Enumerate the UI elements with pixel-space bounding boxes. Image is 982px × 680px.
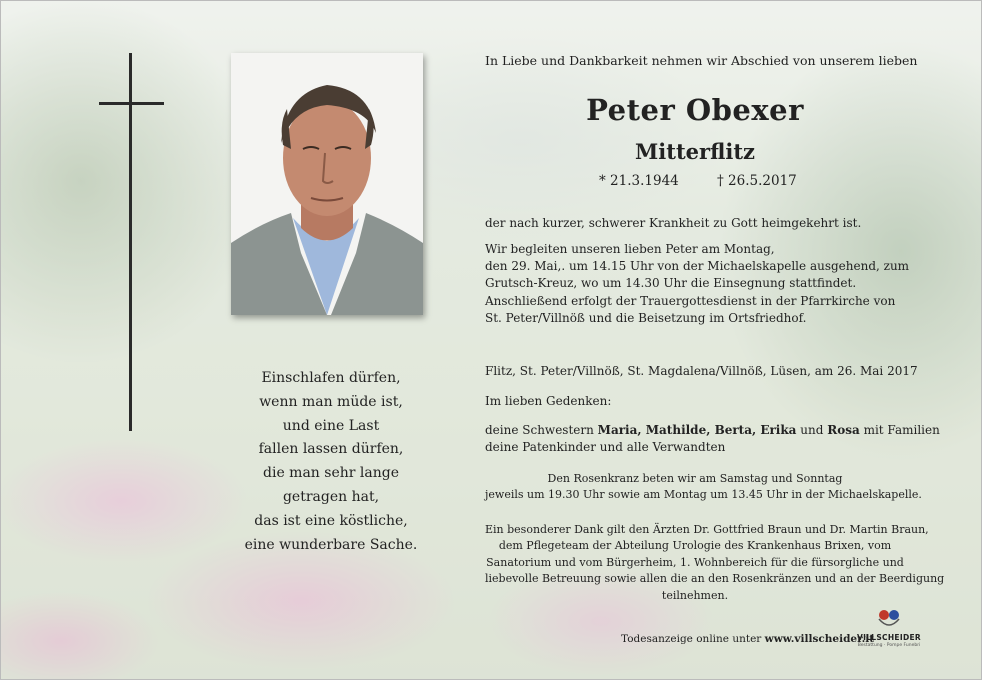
- poem-line: fallen lassen dürfen,: [258, 441, 404, 458]
- funeral-line: Grutsch-Kreuz, wo um 14.30 Uhr die Einsegnung stattfindet.: [485, 276, 857, 291]
- sister-name-rosa: Rosa: [827, 423, 860, 437]
- family-suffix: mit Familien: [859, 423, 940, 437]
- poem-line: getragen hat,: [282, 488, 380, 505]
- poem: [231, 367, 431, 557]
- thanks-line: liebevolle Betreuung sowie allen die an den Rosenkränzen und an der Beerdigung: [485, 572, 945, 586]
- online-notice: [621, 633, 874, 645]
- deceased-nickname: Mitterflitz: [635, 139, 755, 164]
- intro-text: In Liebe und Dankbarkeit nehmen wir Abschied von unserem lieben: [485, 53, 918, 68]
- thanks-line: teilnehmen.: [661, 588, 729, 602]
- poem-line: und eine Last: [282, 417, 380, 434]
- memory-heading-text: Im lieben Gedenken:: [485, 394, 612, 408]
- online-prefix: Todesanzeige online unter: [621, 633, 765, 645]
- poem-line: die man sehr lange: [263, 465, 399, 482]
- online-link[interactable]: www.villscheider.it: [764, 633, 875, 645]
- portrait-photo: [231, 53, 423, 315]
- thanks-block: [485, 522, 945, 604]
- funeral-line: St. Peter/Villnöß und die Beisetzung im Ortsfriedhof.: [485, 310, 807, 325]
- rosary-info: [485, 471, 922, 504]
- logo-name: VILLSCHEIDER: [857, 633, 921, 642]
- thanks-line: Sanatorium und vom Bürgerheim, 1. Wohnbereich für die fürsorgliche und: [486, 555, 904, 569]
- memory-heading: [485, 393, 915, 410]
- funeral-home-logo: [857, 607, 921, 667]
- place-date: [485, 363, 918, 380]
- rosary-line: jeweils um 19.30 Uhr sowie am Montag um 13.45 Uhr in der Michaelskapelle.: [485, 488, 922, 502]
- portrait-image: [231, 53, 423, 315]
- family-list: [485, 422, 940, 456]
- rosary-line: Den Rosenkranz beten wir am Samstag und Sonntag: [547, 472, 843, 485]
- death-note-text: der nach kurzer, schwerer Krankheit zu Gott heimgekehrt ist.: [485, 216, 862, 230]
- sisters-names: Maria, Mathilde, Berta, Erika: [597, 423, 797, 437]
- logo-icon: [875, 607, 903, 629]
- family-prefix: deine Schwestern: [485, 423, 598, 437]
- cross-icon-horizontal: [99, 102, 164, 105]
- thanks-line: dem Pflegeteam der Abteilung Urologie des Krankenhaus Brixen, vom: [498, 539, 892, 553]
- poem-line: wenn man müde ist,: [259, 393, 403, 410]
- thanks-line: Ein besonderer Dank gilt den Ärzten Dr. Gottfried Braun und Dr. Martin Braun,: [485, 523, 929, 536]
- funeral-line: Wir begleiten unseren lieben Peter am Montag,: [485, 242, 775, 256]
- poem-line: das ist eine köstliche,: [254, 512, 408, 529]
- cross-icon-vertical: [129, 53, 132, 431]
- death-note: [485, 215, 915, 232]
- family-and: und: [796, 423, 828, 437]
- family-line-2: deine Patenkinder und alle Verwandten: [485, 440, 726, 455]
- birth-date: * 21.3.1944: [599, 173, 679, 189]
- funeral-line: Anschließend erfolgt der Trauergottesdienst in der Pfarrkirche von: [485, 293, 896, 308]
- death-date: † 26.5.2017: [717, 173, 797, 189]
- poem-line: Einschlafen dürfen,: [261, 370, 401, 386]
- funeral-details: [485, 241, 915, 327]
- family-line-1: [485, 422, 940, 439]
- funeral-line: den 29. Mai,. um 14.15 Uhr von der Michaelskapelle ausgehend, zum: [485, 259, 910, 274]
- poem-line: eine wunderbare Sache.: [244, 536, 418, 553]
- place-date-text: Flitz, St. Peter/Villnöß, St. Magdalena/Villnöß, Lüsen, am 26. Mai 2017: [485, 364, 918, 378]
- deceased-name: Peter Obexer: [586, 93, 804, 127]
- logo-subtitle: Bestattung · Pompe Funebri: [857, 643, 921, 648]
